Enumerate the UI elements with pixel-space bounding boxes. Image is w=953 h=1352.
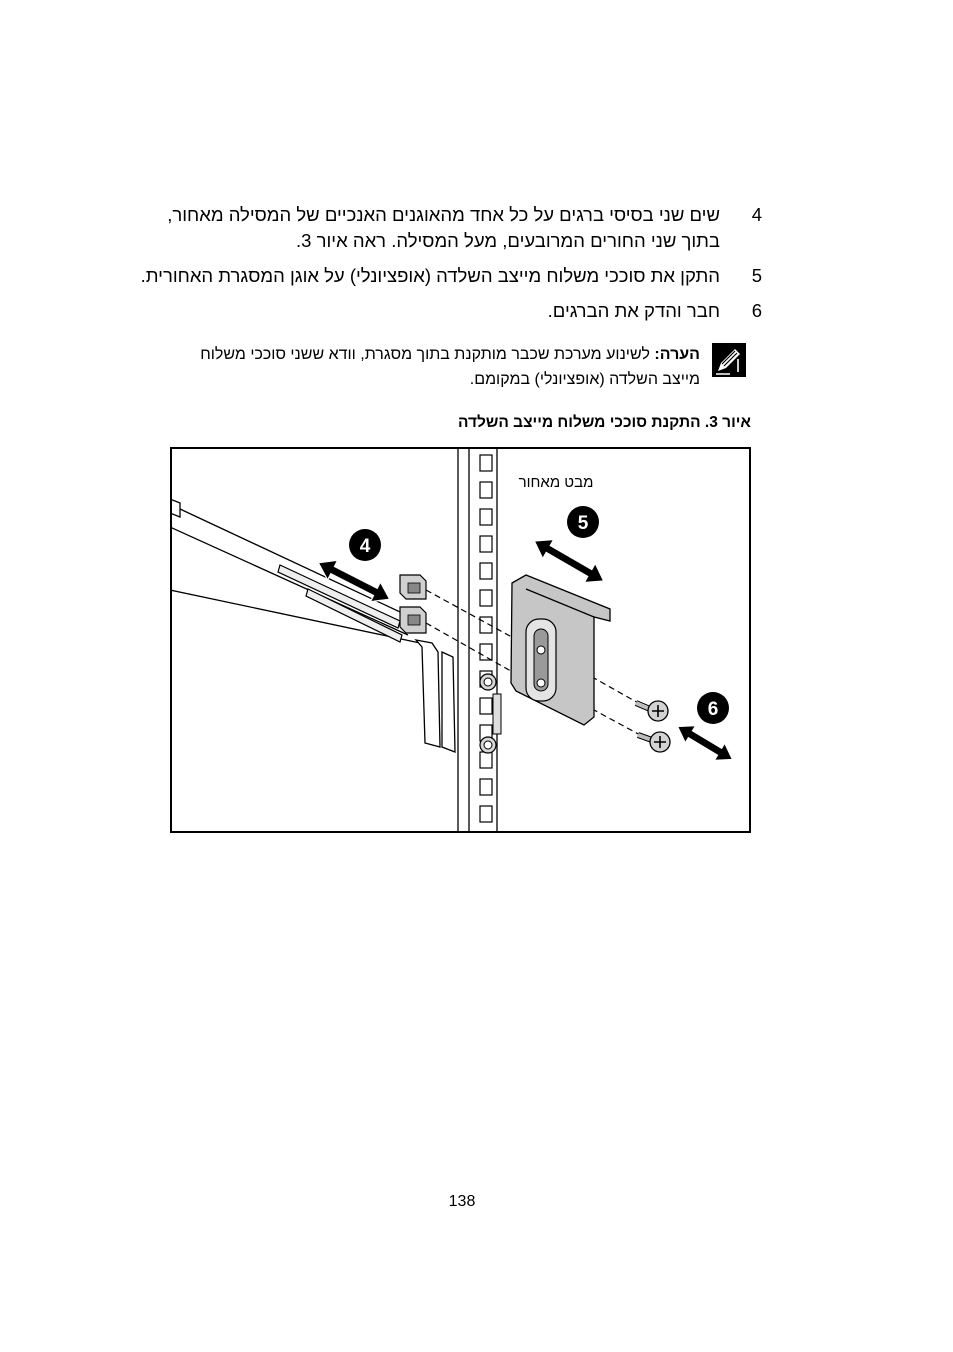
figure-caption: איור 3. התקנת סוככי משלוח מייצב השלדה — [458, 414, 751, 431]
step-line: חבר והדק את הברגים. — [547, 300, 720, 321]
callout-6 — [697, 692, 729, 724]
rack-square-hole — [480, 590, 492, 606]
note-line-1 — [200, 342, 700, 367]
chassis-top-edge — [180, 509, 415, 619]
rack-square-hole — [480, 482, 492, 498]
step-line: התקן את סוככי משלוח מייצב השלדה (אופציונלי) על אוגן המסגרת האחורית. — [140, 265, 720, 286]
rack-post — [458, 449, 501, 831]
rack-holes — [480, 455, 492, 822]
callout-number: 4 — [359, 536, 371, 557]
double-arrow-shape — [672, 718, 737, 768]
note-line-2: מייצב השלדה (אופציונלי) במקומם. — [469, 371, 700, 388]
rack-square-hole — [480, 698, 492, 714]
shipping-bracket-hole — [537, 646, 545, 654]
callout-4 — [349, 529, 381, 561]
rack-square-hole — [480, 563, 492, 579]
note-pencil-icon — [712, 343, 746, 377]
figure-svg — [172, 449, 749, 831]
callout-5 — [567, 506, 599, 538]
step-4 — [82, 202, 762, 254]
rack-square-hole — [480, 644, 492, 660]
note-line-1-text: לשינוע מערכת שכבר מותקנת בתוך מסגרת, וודא ששני סוככי משלוח — [200, 346, 650, 363]
note-text — [200, 342, 700, 392]
note-pencil-icon-graphic — [712, 343, 746, 377]
chassis-front-bracket — [172, 499, 180, 517]
rack-square-hole — [480, 779, 492, 795]
step-line: בתוך שני החורים המרובעים, מעל המסילה. ראה איור 3. — [296, 230, 720, 251]
note — [200, 342, 746, 392]
view-label: מבט מאחור — [518, 474, 594, 491]
page-number: 138 — [448, 1193, 476, 1210]
screw-base-clip-face — [408, 615, 420, 625]
step-text — [141, 263, 720, 289]
step-5 — [82, 263, 762, 289]
rack-square-hole — [480, 509, 492, 525]
rail-rear-plate — [442, 652, 455, 752]
note-label: הערה: — [654, 346, 700, 363]
figure-illustration — [170, 447, 751, 833]
callout-number: 5 — [577, 513, 589, 534]
double-arrow-icon — [672, 718, 737, 768]
rack-post-tab — [493, 694, 501, 734]
shipping-bracket — [511, 575, 610, 725]
step-number: 5 — [751, 265, 762, 286]
screw-base-clip-face — [408, 583, 420, 593]
rack-square-hole — [480, 752, 492, 768]
step-number: 6 — [751, 300, 762, 321]
rack-screw-center — [484, 741, 492, 749]
rail-rear-bracket — [416, 640, 440, 747]
callout-number: 6 — [707, 699, 719, 720]
rack-square-hole — [480, 455, 492, 471]
step-text — [167, 202, 720, 254]
step-text — [548, 298, 720, 324]
screws — [636, 701, 670, 752]
step-line: שים שני בסיסי ברגים על כל אחד מהאוגנים האנכיים של המסילה מאחור, — [167, 204, 720, 225]
screw-base-clips — [400, 575, 426, 633]
steps-list — [82, 202, 762, 333]
rack-square-hole — [480, 806, 492, 822]
rack-square-hole — [480, 536, 492, 552]
rack-screw-center — [484, 678, 492, 686]
step-6 — [82, 298, 762, 324]
step-number: 4 — [751, 204, 762, 225]
shipping-bracket-hole — [537, 679, 545, 687]
